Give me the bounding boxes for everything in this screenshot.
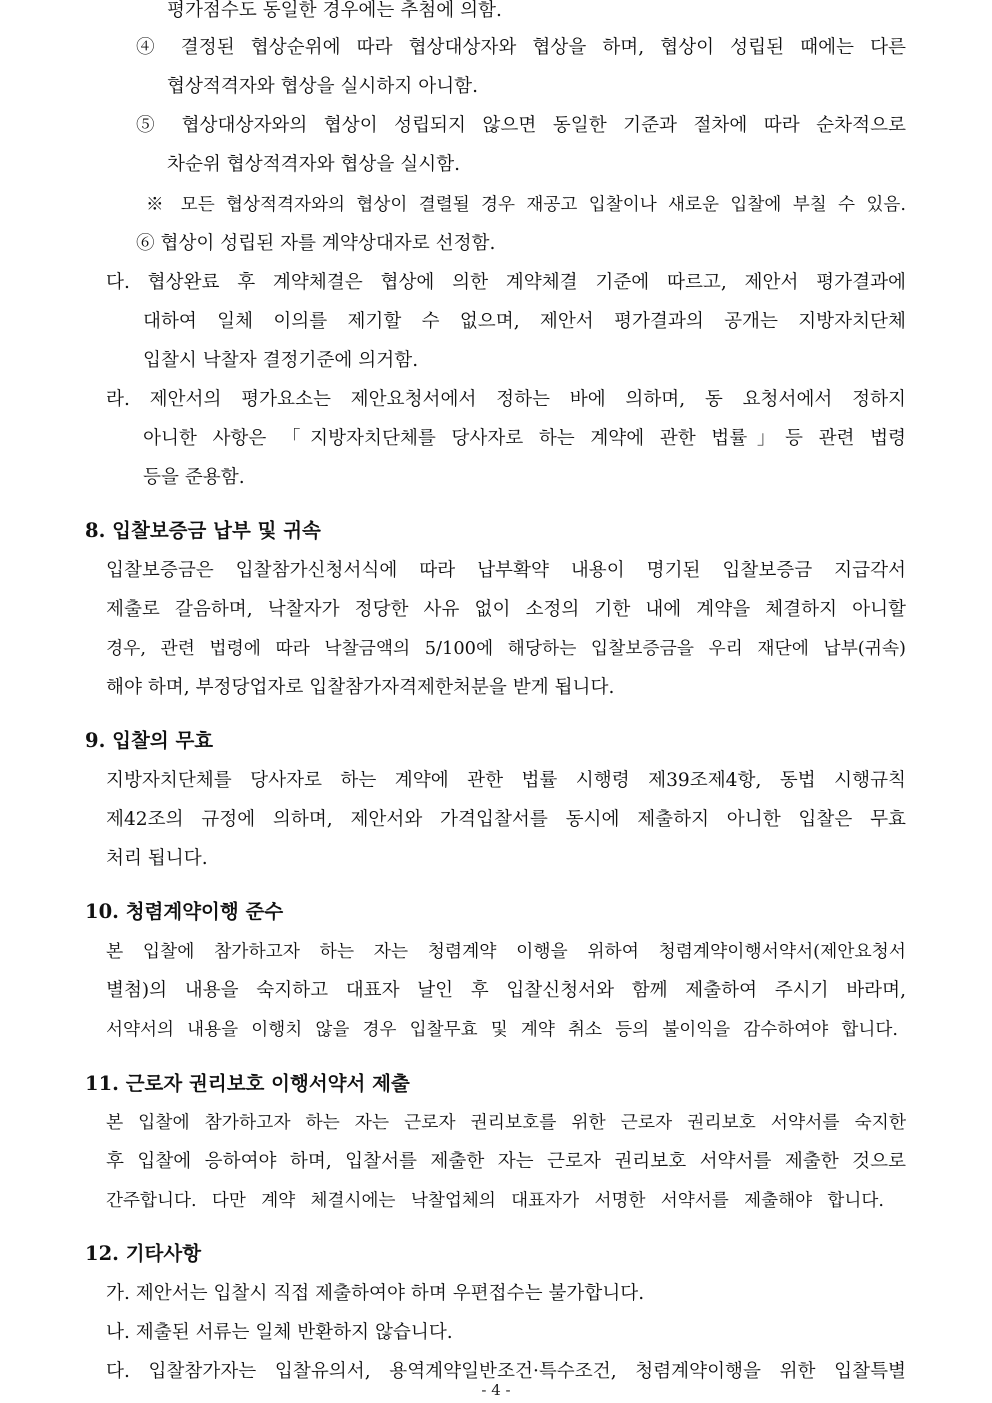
list-item-5: ⑤ 협상대상자와의 협상이 성립되지 않으면 동일한 기준과 절차에 따라 순차적으로 — [136, 115, 906, 136]
text-line: 등을 준용함. — [143, 467, 245, 488]
text-line: 제42조의 규정에 의하며, 제안서와 가격입찰서를 동시에 제출하지 아니한 입찰은 무효 — [106, 809, 906, 830]
text-line: 서약서의 내용을 이행치 않을 경우 입찰무효 및 계약 취소 등의 불이익을 감수하여야 합니다. — [106, 1020, 898, 1040]
text-line: 해야 하며, 부정당업자로 입찰참가자격제한처분을 받게 됩니다. — [106, 677, 615, 698]
text-line: 경우, 관련 법령에 따라 낙찰금액의 5/100에 해당하는 입찰보증금을 우리 재단에 납부(귀속) — [106, 638, 906, 659]
section-item-da: 다. 협상완료 후 계약체결은 협상에 의한 계약체결 기준에 따르고, 제안서 평가결과에 — [106, 272, 906, 293]
text-line: 별첨)의 내용을 숙지하고 대표자 날인 후 입찰신청서와 함께 제출하여 주시기 바라며, — [106, 980, 906, 1001]
text-line: 평가점수도 동일한 경우에는 추첨에 의함. — [167, 0, 502, 21]
heading-section-8: 8. 입찰보증금 납부 및 귀속 — [85, 519, 321, 542]
page-number: - 4 - — [481, 1381, 511, 1399]
text-line: 본 입찰에 참가하고자 하는 자는 청렴계약 이행을 위하여 청렴계약이행서약서(제안요청서 — [106, 941, 906, 962]
list-item-6: ⑥ 협상이 성립된 자를 계약상대자로 선정함. — [136, 233, 496, 254]
heading-section-12: 12. 기타사항 — [85, 1242, 202, 1265]
section-item-ra: 라. 제안서의 평가요소는 제안요청서에서 정하는 바에 의하며, 동 요청서에서 정하지 — [106, 389, 906, 410]
heading-section-10: 10. 청렴계약이행 준수 — [85, 900, 284, 923]
list-item-na: 나. 제출된 서류는 일체 반환하지 않습니다. — [106, 1322, 453, 1343]
note-line: ※ 모든 협상적격자와의 협상이 결렬될 경우 재공고 입찰이나 새로운 입찰에 부칠 수 있음. — [146, 195, 906, 215]
text-line: 지방자치단체를 당사자로 하는 계약에 관한 법률 시행령 제39조제4항, 동법 시행규칙 — [106, 770, 906, 791]
text-line: 대하여 일체 이의를 제기할 수 없으며, 제안서 평가결과의 공개는 지방자치단체 — [143, 311, 906, 332]
text-line: 입찰보증금은 입찰참가신청서식에 따라 납부확약 내용이 명기된 입찰보증금 지급각서 — [106, 560, 906, 581]
list-item-ga: 가. 제안서는 입찰시 직접 제출하여야 하며 우편접수는 불가합니다. — [106, 1283, 645, 1304]
text-line: 입찰시 낙찰자 결정기준에 의거함. — [143, 350, 419, 371]
heading-section-9: 9. 입찰의 무효 — [85, 729, 214, 752]
text-line: 본 입찰에 참가하고자 하는 자는 근로자 권리보호를 위한 근로자 권리보호 서약서를 숙지한 — [106, 1112, 906, 1133]
text-line: 처리 됩니다. — [106, 848, 208, 869]
list-item-4: ④ 결정된 협상순위에 따라 협상대상자와 협상을 하며, 협상이 성립된 때에는 다른 — [136, 37, 906, 58]
list-item-da: 다. 입찰참가자는 입찰유의서, 용역계약일반조건·특수조건, 청렴계약이행을 위한 입찰특별 — [106, 1361, 906, 1382]
text-line: 제출로 갈음하며, 낙찰자가 정당한 사유 없이 소정의 기한 내에 계약을 체결하지 아니할 — [106, 599, 906, 620]
text-line: 후 입찰에 응하여야 하며, 입찰서를 제출한 자는 근로자 권리보호 서약서를 제출한 것으로 — [106, 1151, 906, 1172]
text-line: 아니한 사항은 「지방자치단체를 당사자로 하는 계약에 관한 법률」등 관련 법령 — [143, 428, 906, 449]
text-line: 협상적격자와 협상을 실시하지 아니함. — [167, 76, 479, 97]
heading-section-11: 11. 근로자 권리보호 이행서약서 제출 — [85, 1072, 410, 1095]
text-line: 간주합니다. 다만 계약 체결시에는 낙찰업체의 대표자가 서명한 서약서를 제출해야 합니다. — [106, 1191, 884, 1211]
text-line: 차순위 협상적격자와 협상을 실시함. — [167, 154, 461, 175]
